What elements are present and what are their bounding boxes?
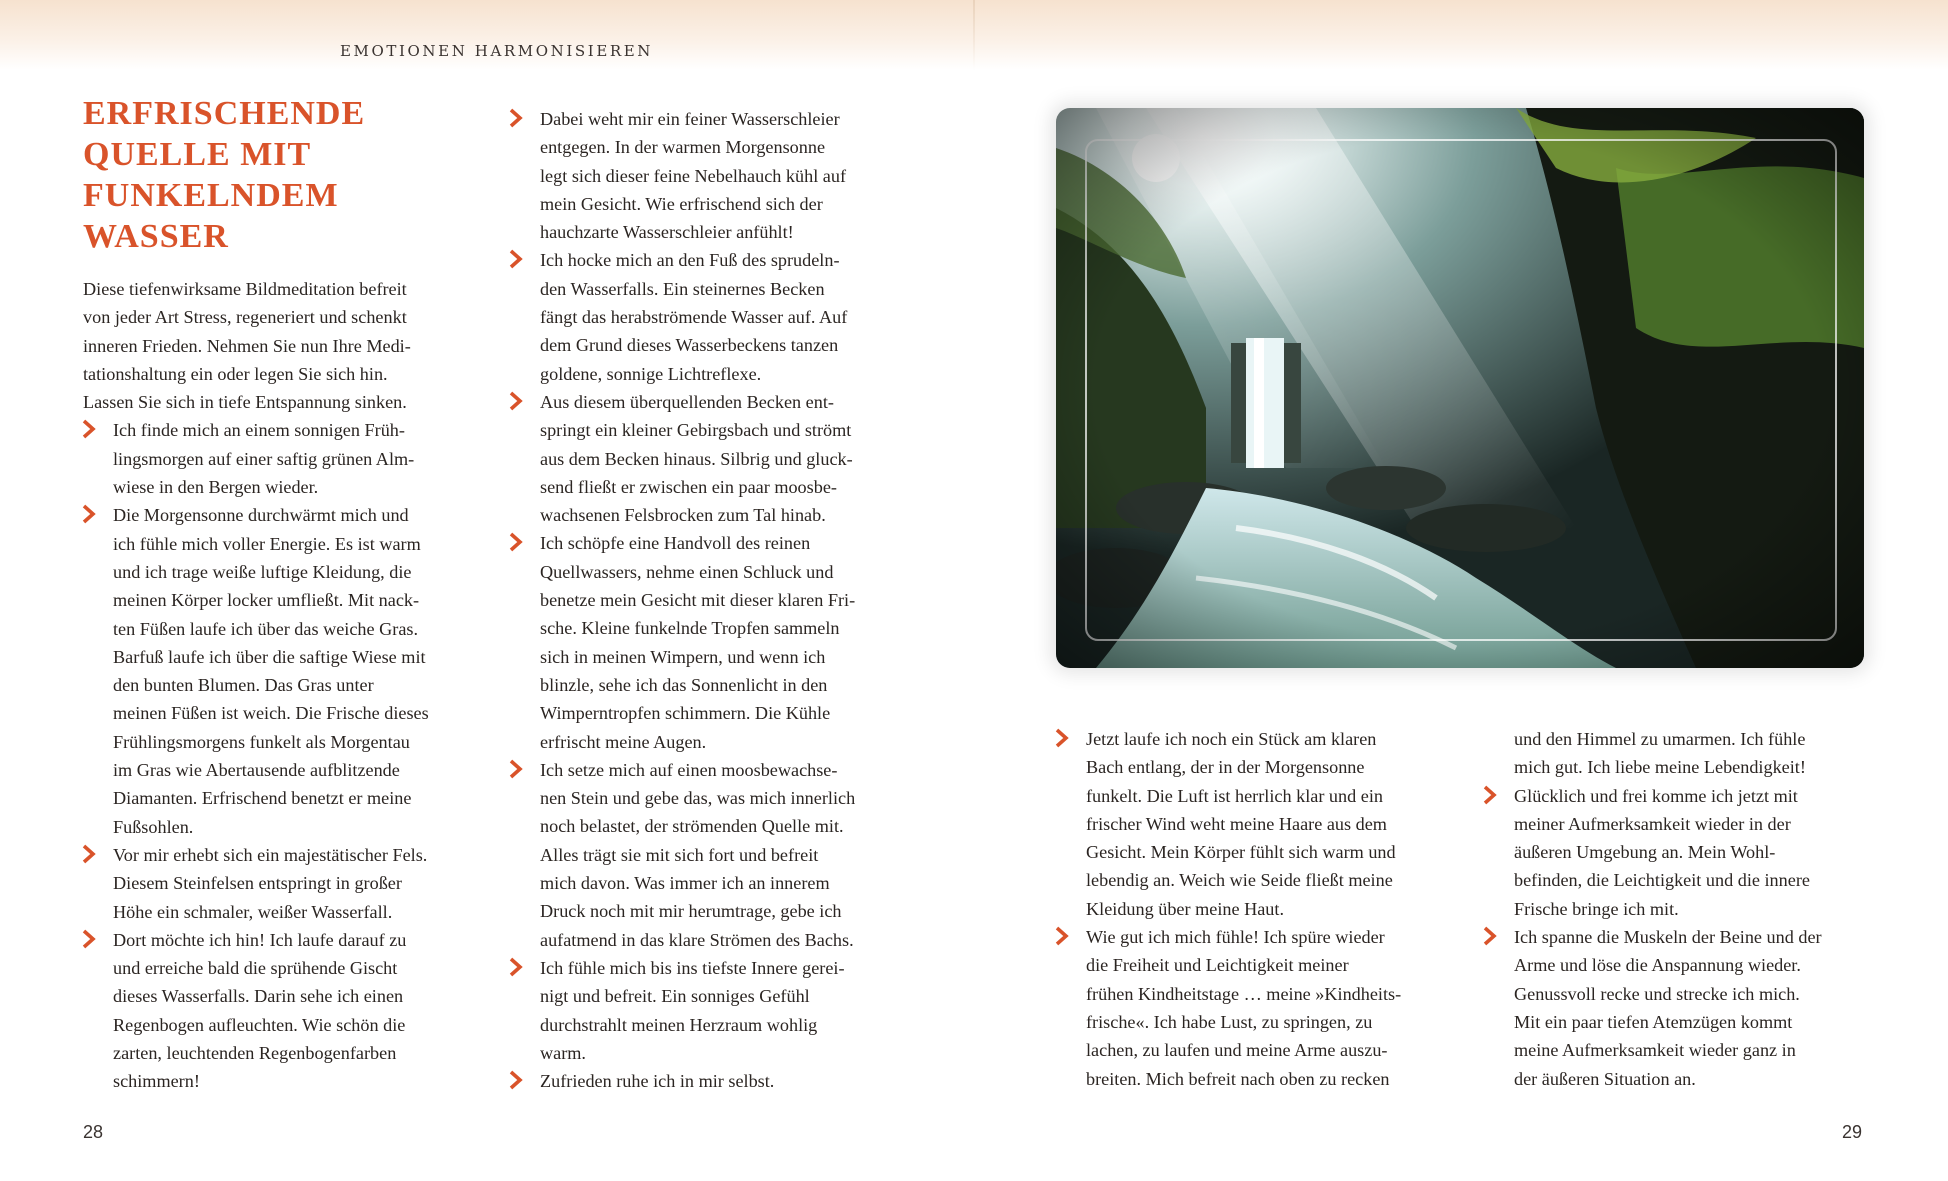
page-number-right: 29 — [1842, 1122, 1863, 1142]
text-line: Glücklich und frei komme ich jetzt mit — [1514, 785, 1798, 806]
text-line: Vor mir erhebt sich ein majestätischer Fels. — [113, 844, 428, 865]
text-line: wachsenen Felsbrocken zum Tal hinab. — [540, 505, 826, 526]
bullet-item — [1086, 725, 1446, 923]
title-line: QUELLE MIT — [83, 136, 312, 173]
bullet-list — [83, 416, 478, 1095]
text-line: entgegen. In der warmen Morgensonne — [540, 137, 826, 158]
bullet-list — [540, 105, 900, 1095]
continuation-paragraph — [1514, 725, 1874, 782]
bullet-item — [540, 246, 900, 387]
bullet-item — [113, 926, 478, 1096]
bullet-item — [540, 756, 900, 954]
text-line: Wimperntropfen schimmern. Die Kühle — [540, 703, 831, 724]
text-line: den bunten Blumen. Das Gras unter — [113, 675, 374, 696]
text-column-1 — [83, 275, 478, 1096]
bullet-item — [540, 954, 900, 1067]
text-line: frischer Wind weht meine Haare aus dem — [1086, 813, 1387, 834]
text-line: send fließt er zwischen ein paar moosbe- — [540, 476, 837, 497]
bullet-item — [1086, 923, 1446, 1093]
text-line: benetze mein Gesicht mit dieser klaren Fri- — [540, 590, 856, 611]
text-line: Diese tiefenwirksame Bildmeditation befreit — [83, 279, 407, 299]
text-line: meinen Körper locker umfließt. Mit nack- — [113, 590, 420, 611]
text-line: Fußsohlen. — [113, 816, 194, 837]
text-line: Arme und löse die Anspannung wieder. — [1514, 955, 1801, 976]
chevron-right-icon — [1483, 923, 1503, 951]
text-line: Ich setze mich auf einen moosbewachse- — [540, 759, 838, 780]
text-line: nen Stein und gebe das, was mich innerlich — [540, 788, 856, 809]
text-line: mich davon. Was immer ich an innerem — [540, 873, 830, 894]
text-line: nigt und befreit. Ein sonniges Gefühl — [540, 986, 810, 1007]
page-number-left: 28 — [83, 1122, 104, 1142]
text-line: dem Grund dieses Wasserbeckens tanzen — [540, 335, 839, 356]
text-line: mein Gesicht. Wie erfrischend sich der — [540, 193, 823, 214]
bullet-item — [1514, 782, 1874, 923]
text-line: der äußeren Situation an. — [1514, 1068, 1696, 1089]
text-line: lingsmorgen auf einer saftig grünen Alm- — [113, 448, 415, 469]
text-line: frühen Kindheitstage … meine »Kindheits- — [1086, 983, 1402, 1004]
text-line: befinden, die Leichtigkeit und die innere — [1514, 870, 1810, 891]
text-line: Druck noch mit mir herumtrage, gebe ich — [540, 901, 842, 922]
text-line: Ich spanne die Muskeln der Beine und der — [1514, 927, 1822, 948]
text-line: Höhe ein schmaler, weißer Wasserfall. — [113, 901, 393, 922]
bullet-item — [540, 105, 900, 246]
text-line: Ich hocke mich an den Fuß des sprudeln- — [540, 250, 840, 271]
text-line: funkelt. Die Luft ist herrlich klar und ein — [1086, 785, 1383, 806]
text-line: Barfuß laufe ich über die saftige Wiese mit — [113, 646, 426, 667]
chevron-right-icon — [509, 756, 529, 784]
text-line: meiner Aufmerksamkeit wieder in der — [1514, 813, 1791, 834]
text-line: äußeren Umgebung an. Mein Wohl- — [1514, 842, 1776, 863]
title-line: FUNKELNDEM — [83, 177, 339, 214]
bullet-item — [113, 416, 478, 501]
intro-paragraph — [83, 275, 478, 416]
title-line: WASSER — [83, 218, 229, 255]
text-line: inneren Frieden. Nehmen Sie nun Ihre Medi- — [83, 335, 411, 356]
text-line: durchstrahlt meinen Herzraum wohlig — [540, 1014, 818, 1035]
page-title — [83, 93, 483, 257]
text-line: dieses Wasserfalls. Darin sehe ich einen — [113, 986, 404, 1007]
chevron-right-icon — [509, 388, 529, 416]
text-line: Frische bringe ich mit. — [1514, 898, 1679, 919]
text-column-3 — [1086, 725, 1446, 1093]
bullet-item — [540, 529, 900, 755]
text-line: und ich trage weiße luftige Kleidung, die — [113, 561, 412, 582]
text-line: legt sich dieser feine Nebelhauch kühl auf — [540, 165, 847, 186]
chevron-right-icon — [82, 501, 102, 529]
text-line: blinzle, sehe ich das Sonnenlicht in den — [540, 674, 828, 695]
text-line: aufatmend in das klare Strömen des Bachs. — [540, 929, 854, 950]
text-line: tationshaltung ein oder legen Sie sich hin. — [83, 363, 388, 384]
text-line: Ich finde mich an einem sonnigen Früh- — [113, 420, 405, 441]
waterfall-illustration — [1056, 108, 1864, 668]
text-line: Diesem Steinfelsen entspringt in großer — [113, 873, 402, 894]
text-line: Genussvoll recke und strecke ich mich. — [1514, 983, 1800, 1004]
text-line: im Gras wie Abertausende aufblitzende — [113, 760, 400, 781]
text-line: den Wasserfalls. Ein steinernes Becken — [540, 278, 825, 299]
text-line: ich fühle mich voller Energie. Es ist warm — [113, 533, 421, 554]
text-line: goldene, sonnige Lichtreflexe. — [540, 363, 762, 384]
text-line: lebendig an. Weich wie Seide fließt meine — [1086, 870, 1393, 891]
text-line: wiese in den Bergen wieder. — [113, 477, 319, 498]
text-line: sich in meinen Wimpern, und wenn ich — [540, 646, 826, 667]
text-line: Dabei weht mir ein feiner Wasserschleier — [540, 109, 840, 129]
text-line: Ich schöpfe eine Handvoll des reinen — [540, 533, 811, 554]
bullet-item — [113, 841, 478, 926]
bullet-item — [540, 1067, 900, 1095]
text-line: zarten, leuchtenden Regenbogenfarben — [113, 1043, 397, 1064]
bullet-item — [1514, 923, 1874, 1093]
text-line: Aus diesem überquellenden Becken ent- — [540, 391, 834, 412]
text-line: Dort möchte ich hin! Ich laufe darauf zu — [113, 929, 407, 950]
text-line: Kleidung über meine Haut. — [1086, 898, 1284, 919]
bullet-item — [113, 501, 478, 841]
text-line: breiten. Mich befreit nach oben zu recken — [1086, 1068, 1390, 1089]
text-line: Die Morgensonne durchwärmt mich und — [113, 505, 409, 526]
text-line: Gesicht. Mein Körper fühlt sich warm und — [1086, 842, 1396, 863]
chevron-right-icon — [82, 416, 102, 444]
chevron-right-icon — [1055, 725, 1075, 753]
text-line: warm. — [540, 1042, 586, 1063]
text-line: Jetzt laufe ich noch ein Stück am klaren — [1086, 729, 1377, 749]
page-gutter — [973, 0, 975, 70]
chevron-right-icon — [509, 246, 529, 274]
bullet-list — [1086, 725, 1446, 1093]
chevron-right-icon — [82, 926, 102, 954]
text-line: meinen Füßen ist weich. Die Frische dieses — [113, 703, 429, 724]
text-line: springt ein kleiner Gebirgsbach und strömt — [540, 420, 852, 441]
text-line: von jeder Art Stress, regeneriert und schenkt — [83, 307, 407, 328]
text-line: Regenbogen aufleuchten. Wie schön die — [113, 1014, 406, 1035]
text-line: fängt das herabströmende Wasser auf. Auf — [540, 307, 848, 328]
text-line: noch belastet, der strömenden Quelle mit. — [540, 816, 844, 837]
text-line: Diamanten. Erfrischend benetzt er meine — [113, 788, 412, 809]
chevron-right-icon — [82, 841, 102, 869]
chevron-right-icon — [509, 1067, 529, 1095]
waterfall-photo — [1056, 108, 1864, 668]
text-line: lachen, zu laufen und meine Arme auszu- — [1086, 1040, 1388, 1061]
bullet-item — [540, 388, 900, 529]
text-line: ten Füßen laufe ich über das weiche Gras. — [113, 618, 419, 639]
text-line: Lassen Sie sich in tiefe Entspannung sinken. — [83, 392, 407, 413]
text-line: Frühlingsmorgens funkelt als Morgentau — [113, 731, 410, 752]
running-head: EMOTIONEN HARMONISIEREN — [340, 42, 654, 60]
title-line: ERFRISCHENDE — [83, 95, 366, 132]
text-line: Zufrieden ruhe ich in mir selbst. — [540, 1071, 775, 1092]
text-line: aus dem Becken hinaus. Silbrig und gluck- — [540, 448, 853, 469]
chevron-right-icon — [1483, 782, 1503, 810]
text-line: mich gut. Ich liebe meine Lebendigkeit! — [1514, 757, 1806, 778]
text-line: und den Himmel zu umarmen. Ich fühle — [1514, 729, 1806, 749]
text-line: Mit ein paar tiefen Atemzügen kommt — [1514, 1011, 1793, 1032]
text-line: sche. Kleine funkelnde Tropfen sammeln — [540, 618, 840, 639]
text-line: die Freiheit und Leichtigkeit meiner — [1086, 955, 1349, 976]
text-line: Quellwassers, nehme einen Schluck und — [540, 561, 834, 582]
text-line: und erreiche bald die sprühende Gischt — [113, 958, 398, 979]
text-line: meine Aufmerksamkeit wieder ganz in — [1514, 1040, 1796, 1061]
text-line: Alles trägt sie mit sich fort und befreit — [540, 844, 819, 865]
text-line: Wie gut ich mich fühle! Ich spüre wieder — [1086, 927, 1385, 948]
text-line: Ich fühle mich bis ins tiefste Innere gerei- — [540, 957, 845, 978]
text-line: erfrischt meine Augen. — [540, 731, 707, 752]
chevron-right-icon — [509, 105, 529, 133]
bullet-list — [1514, 782, 1874, 1093]
text-line: hauchzarte Wasserschleier anfühlt! — [540, 222, 794, 243]
text-line: frische«. Ich habe Lust, zu springen, zu — [1086, 1011, 1373, 1032]
chevron-right-icon — [1055, 923, 1075, 951]
text-line: schimmern! — [113, 1071, 200, 1092]
text-column-2 — [540, 105, 900, 1095]
text-line: Bach entlang, der in der Morgensonne — [1086, 757, 1365, 778]
chevron-right-icon — [509, 529, 529, 557]
text-column-4 — [1514, 725, 1874, 1093]
chevron-right-icon — [509, 954, 529, 982]
